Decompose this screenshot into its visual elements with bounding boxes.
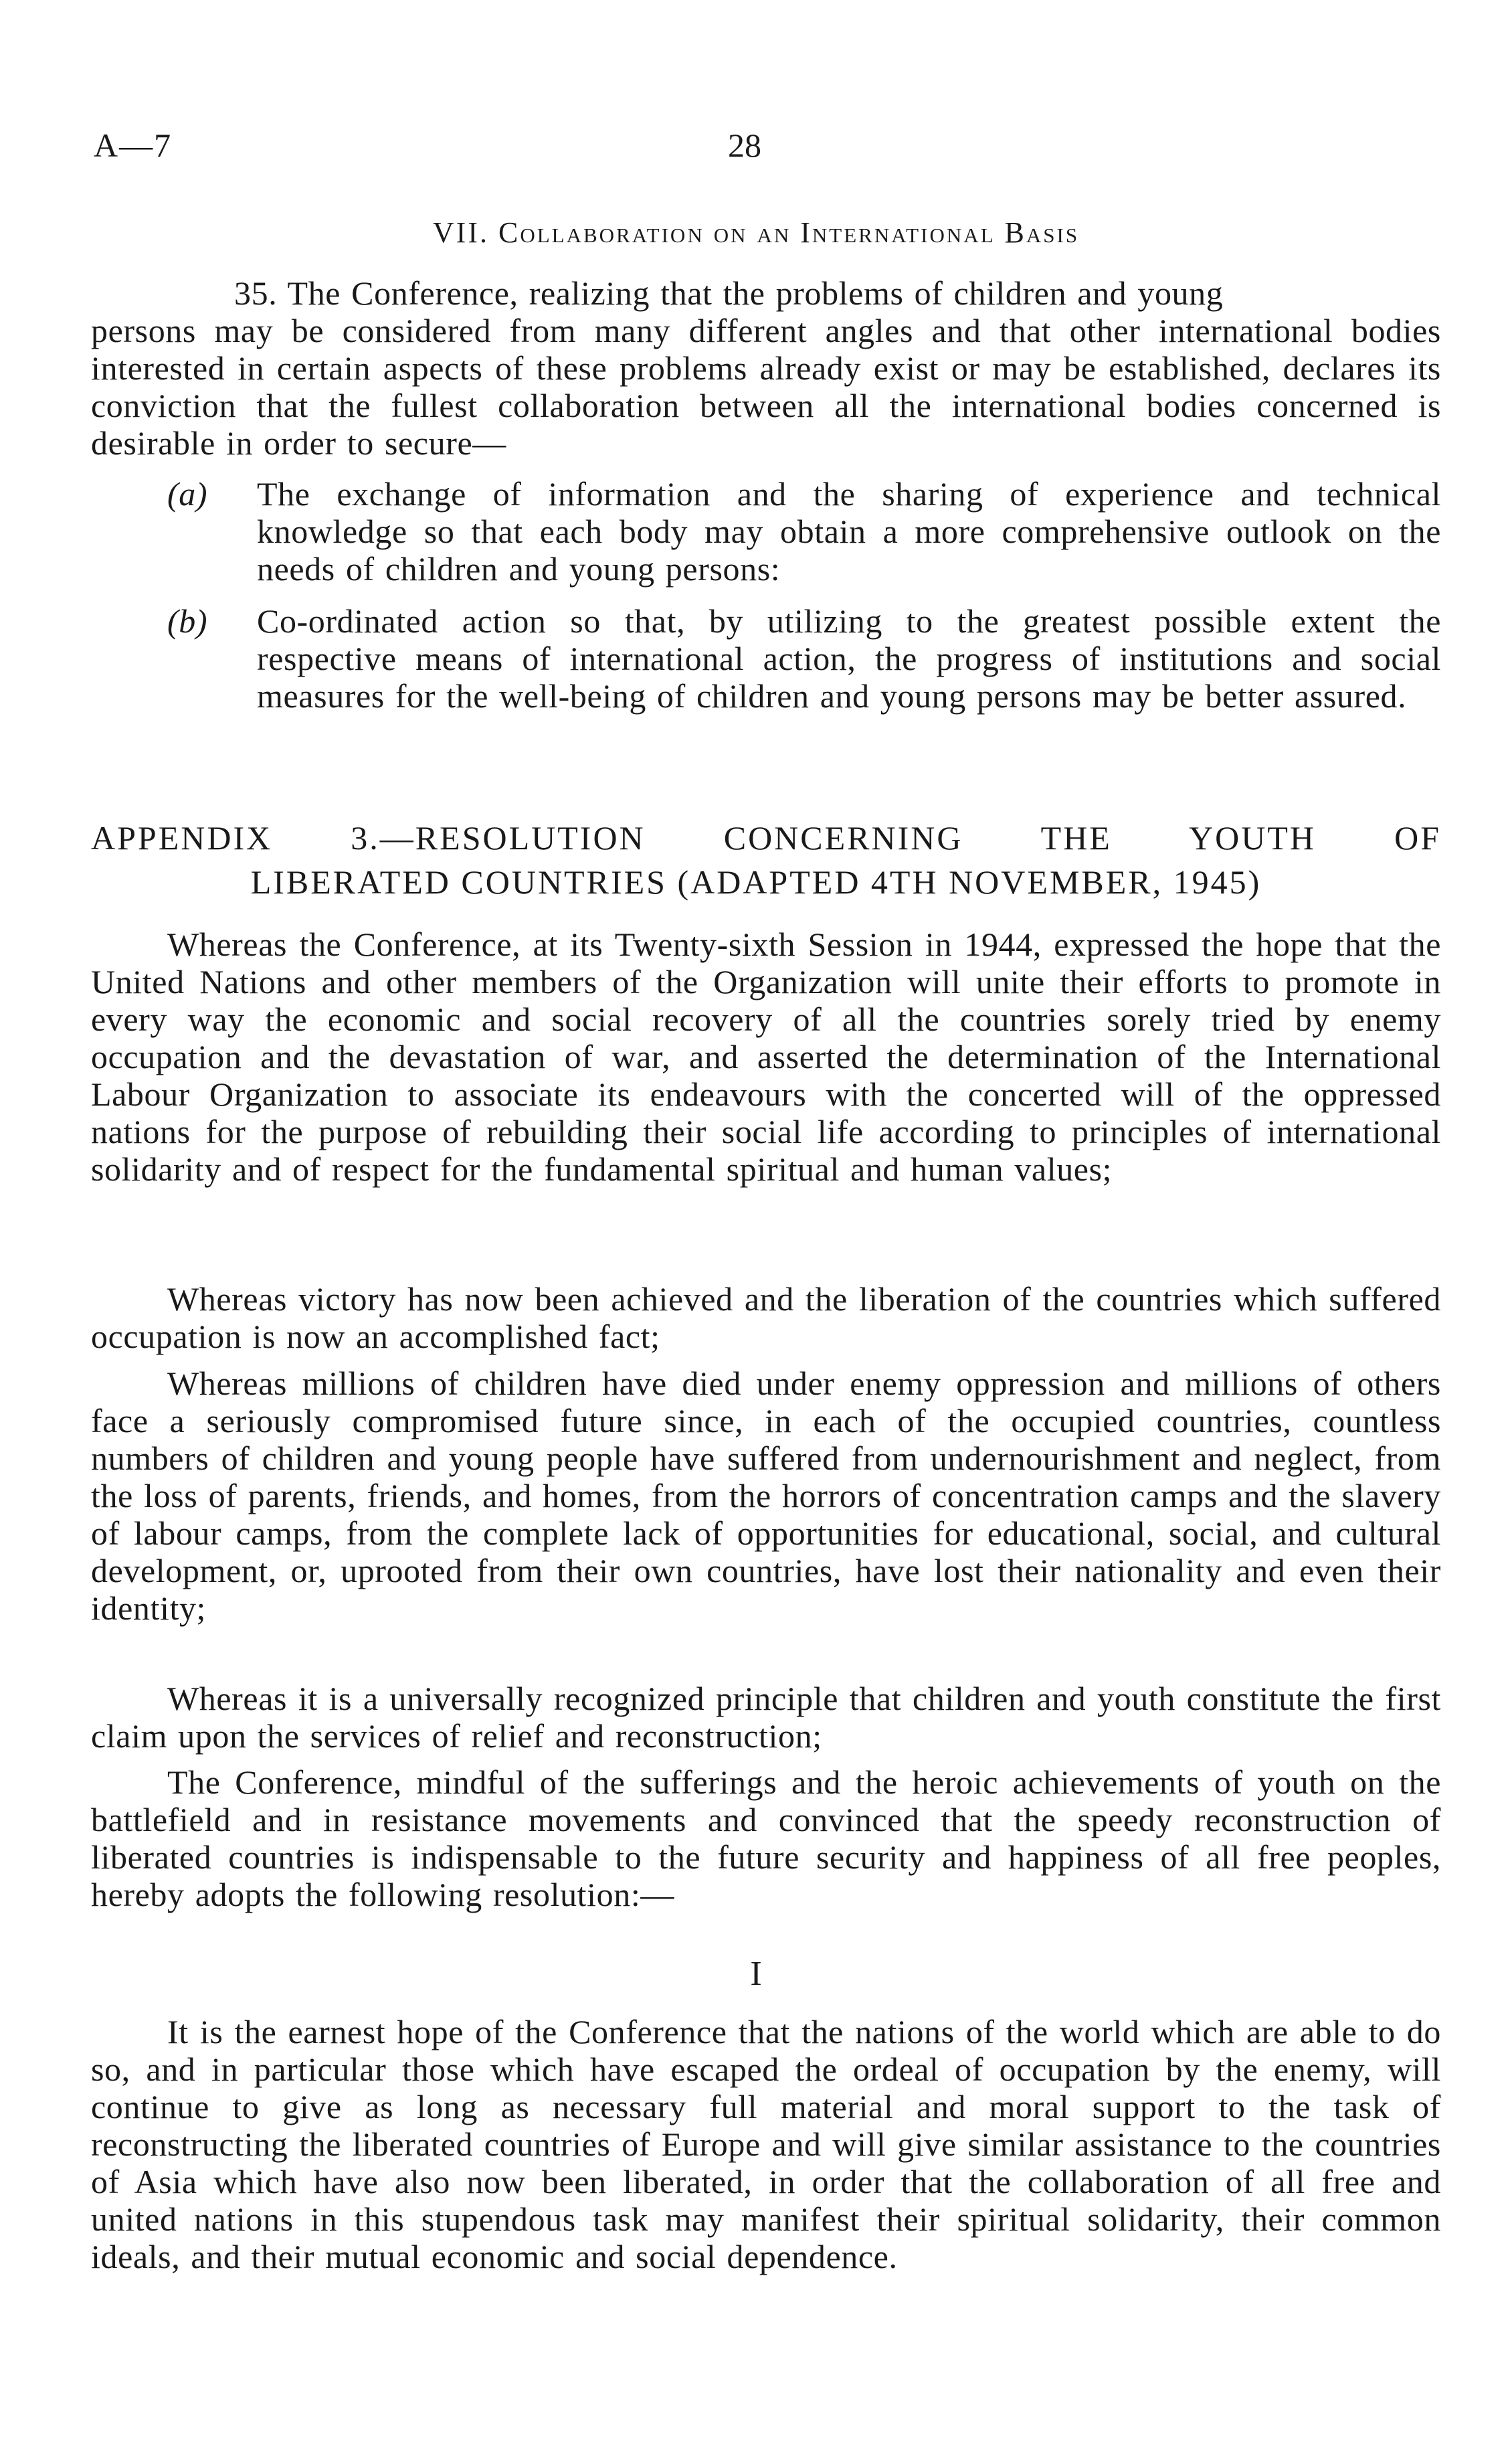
appendix-title-line-2: LIBERATED COUNTRIES (ADAPTED 4TH NOVEMBER, 1945) xyxy=(250,863,1262,901)
section-heading: VII. Collaboration on an International Basis xyxy=(432,216,1080,249)
list-item-marker: (a) xyxy=(167,475,208,513)
list-item-b xyxy=(167,602,1441,715)
whereas-paragraph: Whereas it is a universally recognized principle that children and youth constitute the first claim upon the services of relief and reconstruction; xyxy=(91,1680,1441,1755)
paragraph-35-first-line: 35. The Conference, realizing that the problems of children and young xyxy=(234,274,1224,312)
paragraph-35 xyxy=(91,274,1441,462)
whereas-paragraph: Whereas victory has now been achieved and the liberation of the countries which suffered occupation is now an accomplished fact; xyxy=(91,1280,1441,1355)
whereas-paragraph: Whereas millions of children have died under enemy oppression and millions of others face a seriously compromised future since, in each of the occupied countries, countless numbers of children and young people have suffered from undernourishment and neglect, from the loss of parents, friends, and homes, from the horrors of concentration camps and the slavery of labour camps, from the complete lack of opportunities for educational, social, and cultural development, or, uprooted from their own countries, have lost their nationality and even their identity; xyxy=(91,1365,1441,1627)
resolution-part-numeral: I xyxy=(750,1955,762,1993)
appendix-title-line-1: APPENDIX 3.—RESOLUTION CONCERNING THE YOUTH OF xyxy=(91,819,1441,857)
document-reference: A—7 xyxy=(94,126,173,164)
page-number: 28 xyxy=(728,126,761,164)
list-item-marker: (b) xyxy=(167,602,208,640)
list-item-text: Co-ordinated action so that, by utilizing to the greatest possible extent the respective means of international action, the progress of institutions and social measures for the well-being of children and young persons may be better assured. xyxy=(257,602,1441,715)
closing-paragraph: It is the earnest hope of the Conference that the nations of the world which are able to do so, and in particular those which have escaped the ordeal of occupation by the enemy, will continue to give as long as necessary full material and moral support to the task of reconstructing the liberated countries of Europe and will give similar assistance to the countries of Asia which have also now been liberated, in order that the collaboration of all free and united nations in this stupendous task may manifest their spiritual solidarity, their common ideals, and their mutual economic and social dependence. xyxy=(91,2013,1441,2275)
list-item-a xyxy=(167,475,1441,588)
whereas-paragraph: Whereas the Conference, at its Twenty-sixth Session in 1944, expressed the hope that the United Nations and other members of the Organization will unite their efforts to promote in every way the economic and social recovery of all the countries sorely tried by enemy occupation and the devastation of war, and asserted the determination of the International Labour Organization to associate its endeavours with the concerted will of the oppressed nations for the purpose of rebuilding their social life according to principles of international solidarity and of respect for the fundamental spiritual and human values; xyxy=(91,926,1441,1188)
paragraph-35-rest: persons may be considered from many different angles and that other international bodies interested in certain aspects of these problems already exist or may be established, declares its conviction that the fullest collaboration between all the international bodies concerned is desirable in order to secure— xyxy=(91,312,1441,462)
resolution-preamble: The Conference, mindful of the sufferings and the heroic achievements of youth on the battlefield and in resistance movements and convinced that the speedy reconstruction of liberated countries is indispensable to the future security and happiness of all free peoples, hereby adopts the following resolution:— xyxy=(91,1763,1441,1913)
list-item-text: The exchange of information and the sharing of experience and technical knowledge so that each body may obtain a more comprehensive outlook on the needs of children and young persons: xyxy=(257,475,1441,588)
